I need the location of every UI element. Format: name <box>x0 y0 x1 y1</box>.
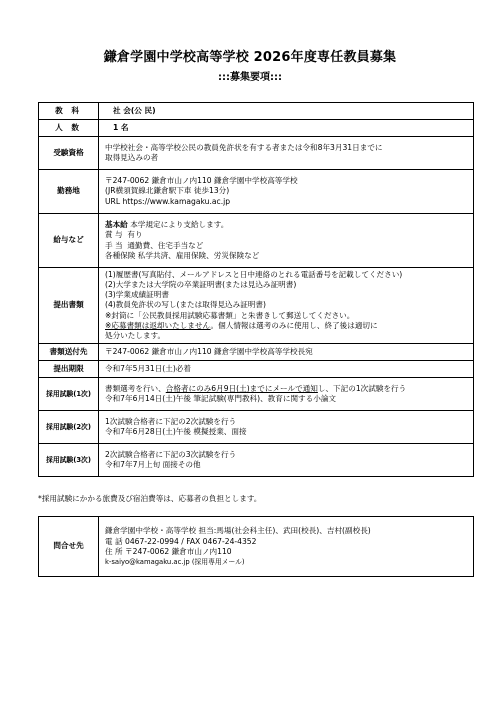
label-documents: 提出書類 <box>39 268 99 344</box>
value-exam-1 <box>99 378 474 411</box>
salary-bonus: 賞 与 有り <box>105 230 143 240</box>
label-exam-3: 採用試験(3次) <box>39 444 99 477</box>
exam-2-condition: 1次試験合格者に下記の2次試験を行う <box>105 416 237 426</box>
value-workplace <box>99 170 474 214</box>
workplace-access: (JR横須賀線北鎌倉駅下車 徒歩13分) <box>105 186 230 196</box>
documents-item-4: (4)教員免許状の写し(または取得見込み証明書) <box>105 300 266 310</box>
label-contact: 問合せ先 <box>39 517 99 577</box>
exam-1-pre: 書類選考を行い、 <box>105 383 166 393</box>
exam-3-condition: 2次試験合格者に下記の3次試験を行う <box>105 449 237 459</box>
documents-note-return <box>105 321 467 331</box>
value-contact <box>99 517 474 577</box>
value-mail-to: 〒247-0062 鎌倉市山ノ内110 鎌倉学園中学校高等学校長宛 <box>99 344 474 361</box>
value-subject: 社 会(公 民) <box>99 103 474 120</box>
requirements-table <box>38 102 474 477</box>
documents-no-return: ※応募書類は返却いたしません <box>105 320 211 330</box>
row-exam-2 <box>39 411 474 444</box>
documents-note-envelope: ※封筒に「公民教員採用試験応募書類」と朱書きして郵送してください。 <box>105 310 355 320</box>
salary-insurance: 各種保険 私学共済、雇用保険、労災保険など <box>105 250 260 260</box>
exam-3-schedule: 令和7年7月上旬 面接その他 <box>105 460 201 469</box>
label-mail-to: 書類送付先 <box>39 344 99 361</box>
exam-2-schedule: 令和7年6月28日(土)午後 模擬授業、面接 <box>105 427 247 436</box>
salary-base <box>105 220 467 230</box>
label-deadline: 提出期限 <box>39 361 99 378</box>
value-salary <box>99 214 474 268</box>
exam-1-screening <box>105 384 467 394</box>
qualification-line-2: 取得見込みの者 <box>105 153 159 162</box>
label-exam-2: 採用試験(2次) <box>39 411 99 444</box>
row-count <box>39 120 474 137</box>
salary-base-text: 本学規定により支給します。 <box>127 220 229 230</box>
workplace-address: 〒247-0062 鎌倉市山ノ内110 鎌倉学園中学校高等学校 <box>105 176 298 186</box>
row-exam-1 <box>39 378 474 411</box>
label-subject: 教 科 <box>39 103 99 120</box>
contact-table <box>38 516 474 577</box>
exam-1-schedule: 令和7年6月14日(土)午後 筆記試験(専門教科)、教育に関する小論文 <box>105 394 337 403</box>
label-qualification: 受験資格 <box>39 137 99 170</box>
row-exam-3 <box>39 444 474 477</box>
page-title: 鎌倉学園中学校高等学校 2026年度専任教員募集 <box>103 50 397 65</box>
label-workplace: 勤務地 <box>39 170 99 214</box>
salary-allowance: 手 当 通勤費、住宅手当など <box>105 240 204 250</box>
value-deadline: 令和7年5月31日(土)必着 <box>99 361 474 378</box>
contact-phone-fax: 電 話 0467-22-0994 / FAX 0467-24-4352 <box>105 536 257 546</box>
travel-cost-note: *採用試験にかかる旅費及び宿泊費等は、応募者の負担とします。 <box>38 494 262 503</box>
row-deadline <box>39 361 474 378</box>
value-documents <box>99 268 474 344</box>
contact-staff: 鎌倉学園中学校・高等学校 担当:馬場(社会科主任)、武田(校長)、吉村(副校長) <box>105 526 371 536</box>
row-qualification <box>39 137 474 170</box>
label-exam-1: 採用試験(1次) <box>39 378 99 411</box>
row-mail-to <box>39 344 474 361</box>
qualification-line-1: 中学校社会・高等学校公民の教員免許状を有する者または令和8年3月31日までに <box>105 142 383 152</box>
value-count: 1 名 <box>99 120 474 137</box>
salary-base-label: 基本給 <box>105 220 128 230</box>
documents-item-1: (1)履歴書(写真貼付、メールアドレスと日中連絡のとれる電話番号を記載してください) <box>105 270 403 280</box>
value-exam-3 <box>99 444 474 477</box>
page-subtitle: :::募集要項::: <box>218 72 282 83</box>
exam-1-notice: 合格者にのみ6月9日(土)までにメールで通知 <box>165 383 318 393</box>
documents-item-3: (3)学業成績証明書 <box>105 290 169 300</box>
row-documents <box>39 268 474 344</box>
row-contact <box>39 517 474 577</box>
row-salary <box>39 214 474 268</box>
workplace-url[interactable]: URL https://www.kamagaku.ac.jp <box>105 196 231 206</box>
contact-email[interactable]: k-saiyo@kamagaku.ac.jp (採用専用メール) <box>105 557 245 566</box>
contact-address: 住 所 〒247-0062 鎌倉市山ノ内110 <box>105 547 232 557</box>
documents-disposal: 処分いたします。 <box>105 330 166 340</box>
documents-item-2: (2)大学または大学院の卒業証明書(または見込み証明書) <box>105 280 297 290</box>
row-workplace <box>39 170 474 214</box>
label-count: 人 数 <box>39 120 99 137</box>
value-qualification <box>99 137 474 170</box>
value-exam-2 <box>99 411 474 444</box>
documents-privacy: 。個人情報は選考のみに使用し、終了後は適切に <box>210 320 378 330</box>
row-subject <box>39 103 474 120</box>
label-salary: 給与など <box>39 214 99 268</box>
exam-1-post: し、下記の1次試験を行う <box>317 383 407 393</box>
